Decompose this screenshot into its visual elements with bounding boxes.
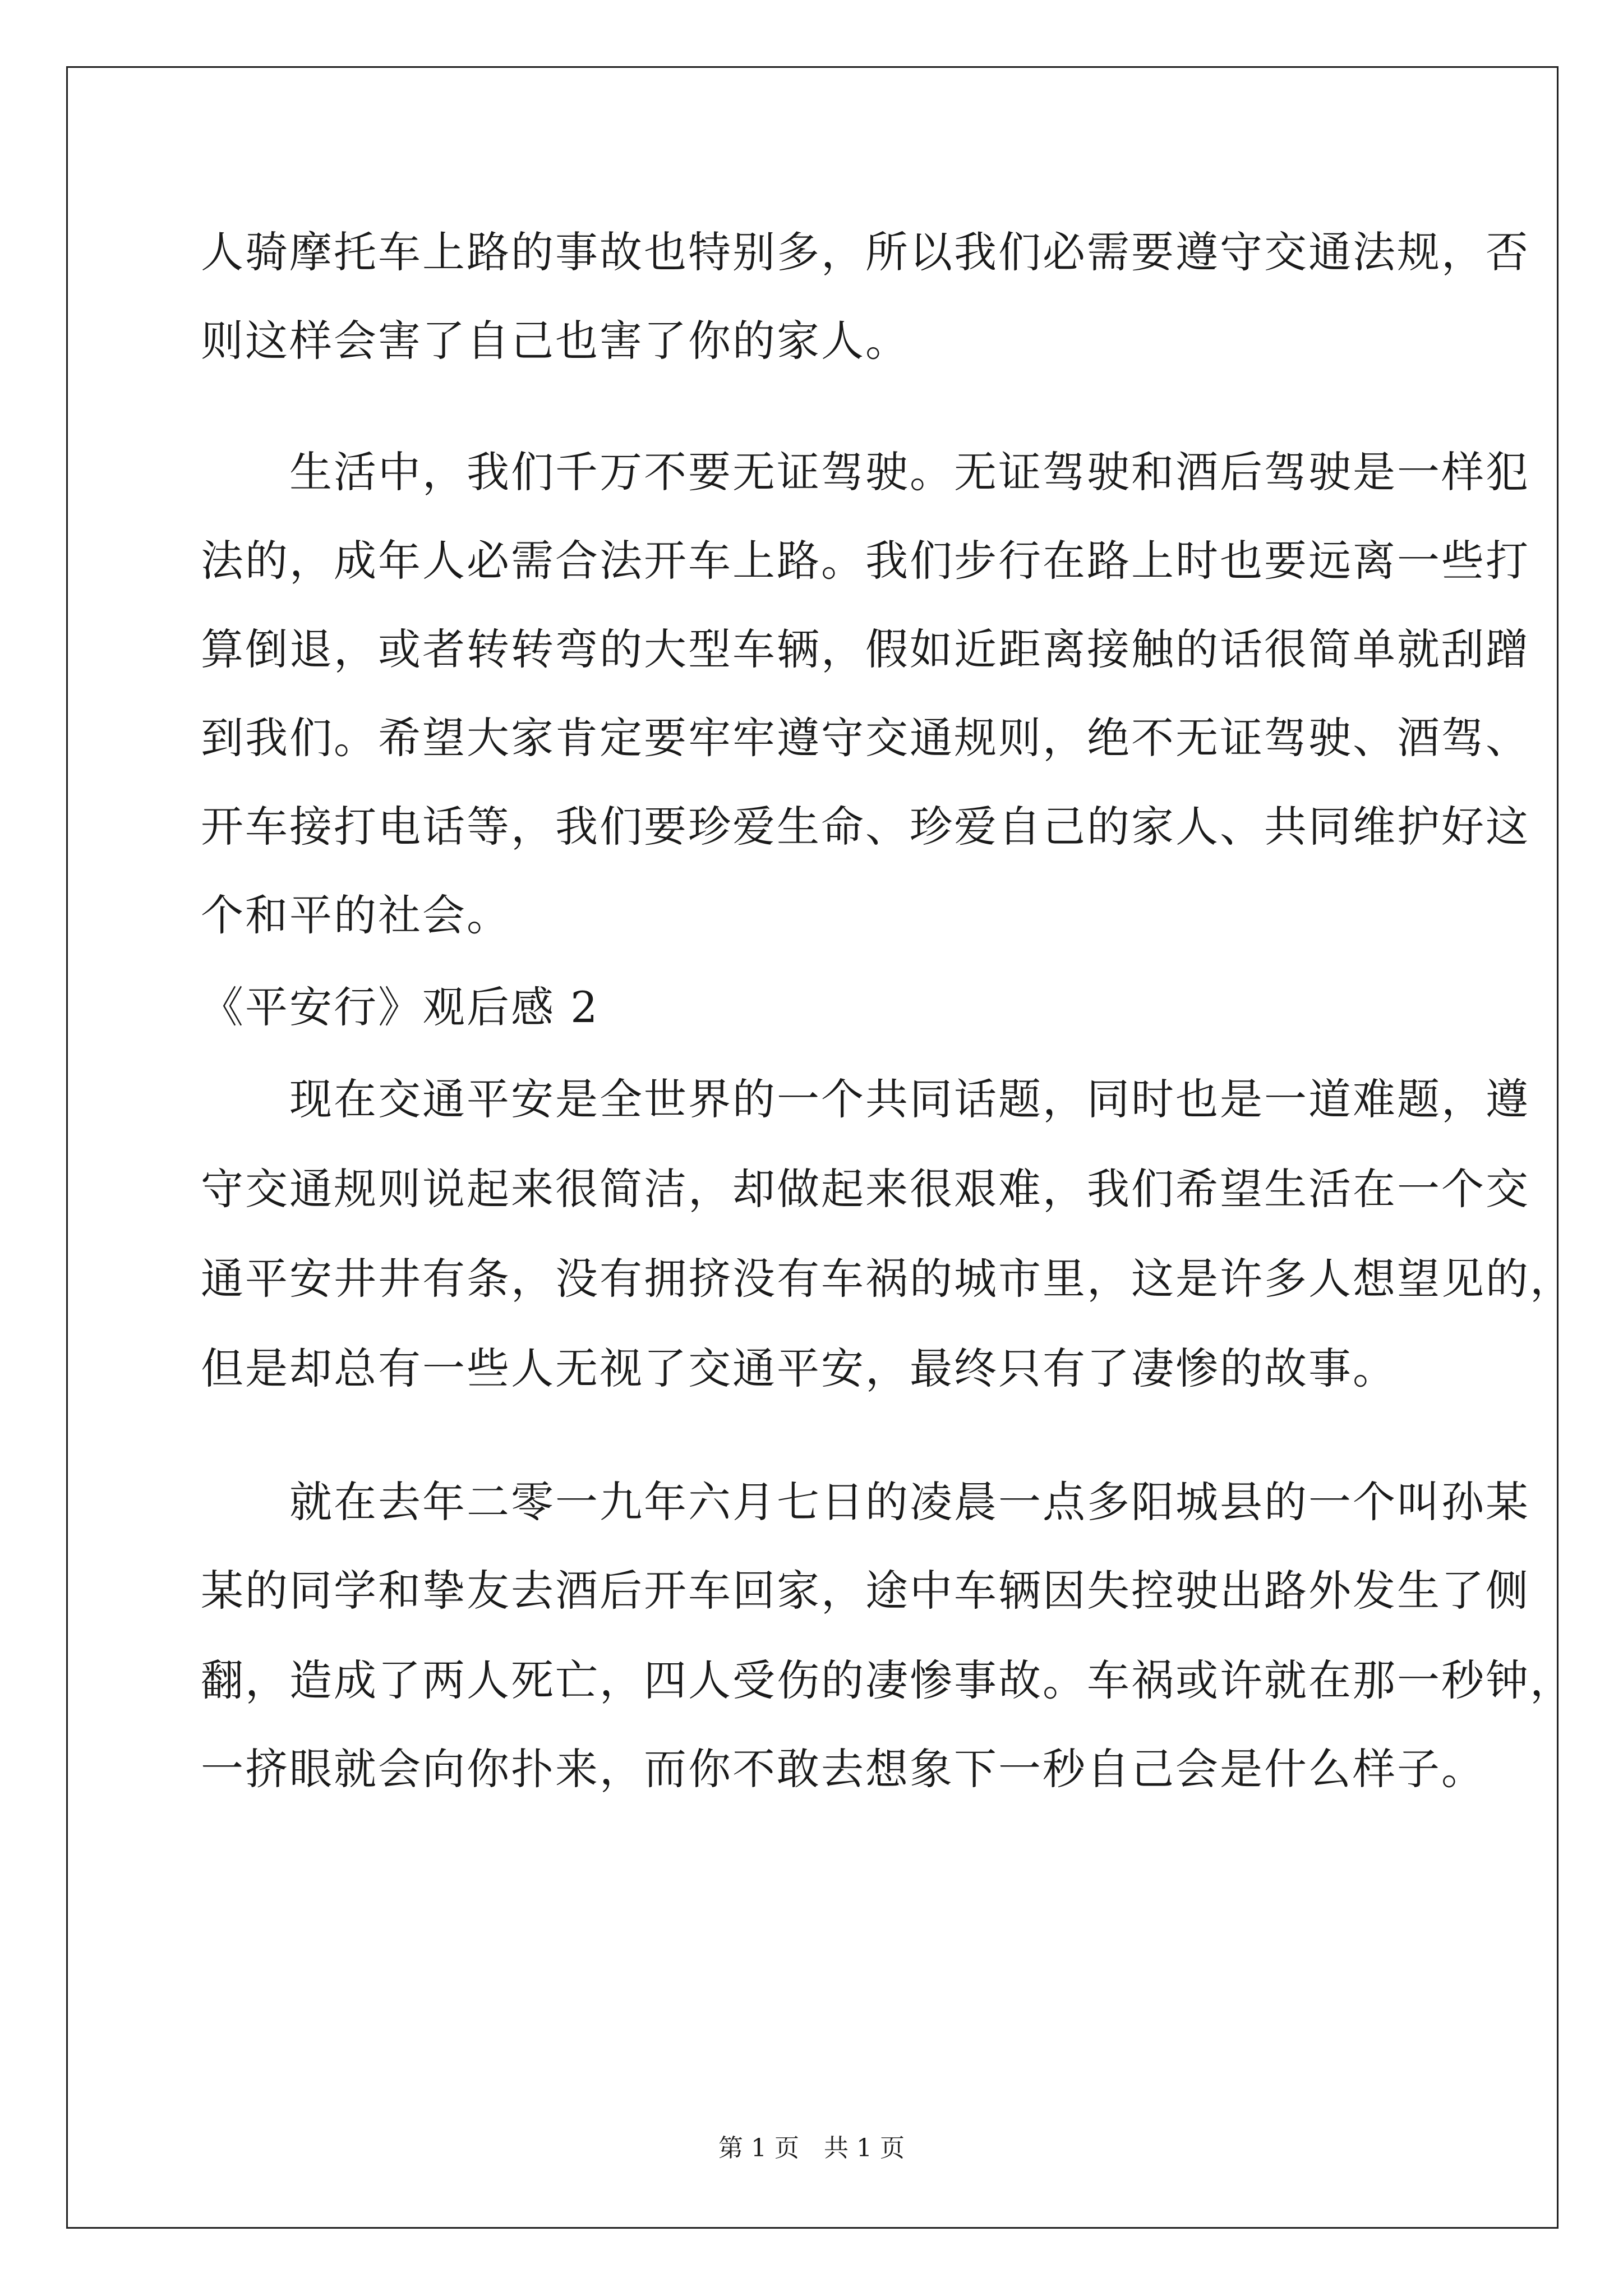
- text-line: 就在去年二零一九年六月七日的凌晨一点多阳城县的一个叫孙某: [201, 1477, 1530, 1527]
- text-line: 法的，成年人必需合法开车上路。我们步行在路上时也要远离一些打: [201, 536, 1530, 586]
- text-line: 到我们。希望大家肯定要牢牢遵守交通规则，绝不无证驾驶、酒驾、: [201, 713, 1530, 763]
- text-line: 某的同学和挚友去酒后开车回家，途中车辆因失控驶出路外发生了侧: [201, 1566, 1530, 1616]
- text-line: 生活中，我们千万不要无证驾驶。无证驾驶和酒后驾驶是一样犯: [201, 447, 1530, 497]
- text-line: 算倒退，或者转转弯的大型车辆，假如近距离接触的话很简单就刮蹭: [201, 624, 1530, 674]
- text-line: 但是却总有一些人无视了交通平安，最终只有了凄惨的故事。: [201, 1343, 1397, 1393]
- text-line: 开车接打电话等，我们要珍爱生命、珍爱自己的家人、共同维护好这: [201, 802, 1530, 852]
- text-line: 则这样会害了自己也害了你的家人。: [201, 316, 910, 366]
- text-line: 现在交通平安是全世界的一个共同话题，同时也是一道难题，遵: [201, 1074, 1530, 1124]
- page-number: 第 1 页 共 1 页: [718, 2134, 905, 2162]
- text-line: 个和平的社会。: [201, 890, 511, 940]
- page-border: [66, 66, 1574, 2229]
- section-heading: 《平安行》观后感 2: [201, 982, 600, 1032]
- text-line: 守交通规则说起来很简洁，却做起来很艰难，我们希望生活在一个交: [201, 1164, 1530, 1214]
- text-line: 一挤眼就会向你扑来，而你不敢去想象下一秒自己会是什么样子。: [201, 1744, 1486, 1794]
- text-line: 通平安井井有条，没有拥挤没有车祸的城市里，这是许多人想望见的，: [201, 1254, 1574, 1304]
- text-line: 人骑摩托车上路的事故也特别多，所以我们必需要遵守交通法规，否: [201, 227, 1530, 277]
- text-line: 翻，造成了两人死亡，四人受伤的凄惨事故。车祸或许就在那一秒钟，: [201, 1655, 1574, 1705]
